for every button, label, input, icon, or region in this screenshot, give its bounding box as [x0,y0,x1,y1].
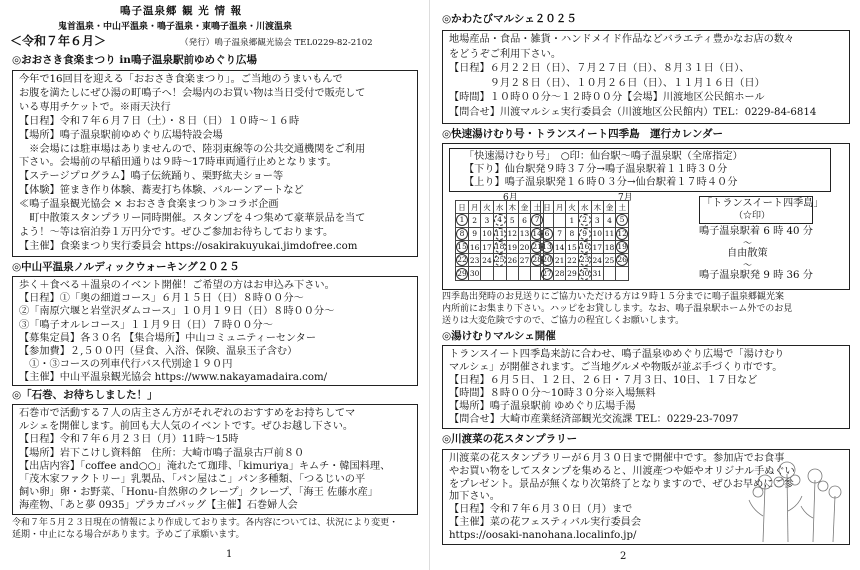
yukemuri-down: 【下り】仙台駅発９時３７分→鳴子温泉駅着１１時３０分 [464,164,728,175]
section-box-yukemuri-marche [442,345,850,429]
calendar-day: 3 [481,214,493,227]
s2-line: ③「鳴子オルレコース」１１月９日（日）７時００分～ [19,319,273,331]
s1-line: ※会場には駐車場はありませんので、陸羽東線等の公共交通機関をご利用 [19,143,366,155]
calendar-day [616,240,629,253]
calendar-day [518,267,530,280]
weekday-header: 月 [469,201,481,214]
calendar-day: 18 [603,240,615,253]
calendar-june [455,200,544,281]
shiki-marked-day: 4 [494,214,506,226]
calendar-day [578,214,591,227]
section-title-ishinomaki: ◎「石巻、お待ちしました！」 [12,389,158,401]
s1-line: いる専用チケットで。※雨天決行 [19,101,171,113]
shiki-marked-day: 18 [494,242,505,252]
section-title-nordic: ◎中山平温泉ノルディックウォーキング２０２５ [12,261,240,273]
calendar-day: 19 [506,240,518,253]
shiki-marked-day: 9 [579,228,591,240]
section-title-kawatabi: ◎かわたびマルシェ２０２５ [442,13,577,25]
calendar-day [493,254,506,267]
s4-line: をどうぞご利用下さい。 [449,48,562,60]
calendar-day [616,214,629,227]
calendar-day [456,227,469,240]
s1-line: 【体験】笹まき作り体験、蕎麦打ち体験、バルーンアートなど [19,185,304,197]
yukemuri-marked-day: 14 [532,228,542,238]
s7-line: 川渡菜の花スタンプラリーが６月３０日まで開催中です。参加店でお食事 [449,453,785,464]
calendar-day: 7 [554,227,566,240]
s5note-line: 内所前にお集まり下さい。ハッピをお貸しします。なお、鳴子温泉駅ホーム外でのお見 [442,304,793,314]
calendar-day: 11 [603,227,615,240]
s4-line: 地場産品・食品・雑貨・ハンドメイド作品などバラエティ豊かなお店の数々 [449,34,795,45]
weekday-header: 土 [531,201,544,214]
yukemuri-marked-day: 13 [542,242,552,252]
section-box-kawatabi [442,30,850,124]
s4-line: 【問合せ】川渡マルシェ実行委員会（川渡地区公民館内）TEL：0229-84-6814 [449,106,817,118]
s4-line: 【日程】６月２２日（日）、７月２７日（日）、８月３１日（日）、 [449,63,750,74]
shiki-title-box [699,196,824,224]
calendar-day: 13 [518,227,530,240]
s1-line[interactable]: 【主催】食楽まつり実行委員会 https://osakirakuyukai.jimdofree.com [19,240,358,252]
calendar-day: 23 [469,254,481,267]
s1-line: 【日程】令和７年６月７日（土）・８日（日）１０時～１６時 [19,115,300,127]
shiki-tilde-1: ～ [743,239,753,249]
shiki-arrive: 鳴子温泉駅着 6 時 40 分 [699,226,813,237]
section-title-yukemuri-marche: ◎湯けむりマルシェ開催 [442,330,556,342]
weekday-header: 火 [566,201,578,214]
shiki-title: 「トランスイート四季島」 [702,198,824,209]
calendar-day [578,240,591,253]
weekday-header: 火 [481,201,493,214]
yukemuri-marked-day: 21 [532,242,542,252]
s2-line: 【募集定員】各３０名 【集合場所】中山コミュニティーセンター [19,332,317,344]
section-box-nordic [12,276,418,386]
s5note-line: 四季島出発時のお見送りにご協力いただける方は９時１５分までに鳴子温泉郷観光案 [442,292,785,302]
s1-line: お腹を満たしにぜひ湯の町鳴子へ！会場内のお買い物は当日受付で販売して [19,87,366,99]
s7-line: 【日程】令和７年６月３０日（月）まで [449,504,633,516]
calendar-day [541,214,554,227]
s7-line: 加下さい。 [449,491,500,503]
s7-line: 【主催】菜の花フェスティバル実行委員会 [449,517,642,528]
calendar-day: 9 [469,227,481,240]
calendar-july [540,200,629,281]
section-box-calendar [442,143,850,290]
shiki-mark: （☆印） [734,211,771,221]
yukemuri-info-box [449,148,831,192]
yukemuri-marked-day: 19 [617,242,627,252]
s6-line: トランスイート四季島来訪に合わせ、鳴子温泉ゆめぐり広場で「湯けむり [449,349,785,360]
calendar-day [554,214,566,227]
s2-line: ①・③コースの列車代行バス代別途１９０円 [19,359,233,371]
shiki-marked-day: 16 [579,242,590,252]
calendar-day: 28 [554,267,566,280]
yukemuri-marked-day: 28 [532,255,542,265]
yukemuri-marked-day: 1 [456,214,468,226]
s1-line: 今年で16回目を迎える「おおさき食楽まつり」。ご当地のうまいもんで [19,74,343,85]
calendar-day: 2 [469,214,481,227]
calendar-day: 4 [603,214,615,227]
weekday-header: 金 [518,201,530,214]
weekday-header: 日 [541,201,554,214]
calendar-day [456,254,469,267]
yukemuri-title: 「快速湯けむり号」 ○印：仙台駅～鳴子温泉駅（全席指定） [464,151,743,162]
s7-line[interactable]: https://oosaki-nanohana.localinfo.jp/ [449,529,637,541]
shiki-marked-day: 30 [579,268,590,278]
calendar-day: 3 [591,214,603,227]
calendar-day [541,254,554,267]
page-number-2: 2 [620,551,627,562]
calendar-day [506,267,518,280]
yukemuri-marked-day: 20 [542,255,552,265]
page-2 [430,0,860,570]
section-title-nanohana: ◎川渡菜の花スタンプラリー [442,433,578,445]
calendar-day [493,240,506,253]
s2-line: 【日程】①「奥の細道コース」６月１５日（日）８時００分～ [19,293,304,305]
s1-line: 【ステージプログラム】鳴子伝統踊り、栗野紘夫ショー等 [19,171,284,183]
header-title: 鳴子温泉郷 観 光 情 報 [120,5,243,17]
s3-line: ルシェを開催します。前回も大人気のイベントです。ぜひお越し下さい。 [19,421,354,433]
section-box-shokuraku [12,70,418,257]
calendar-day: 10 [481,227,493,240]
shiki-depart: 鳴子温泉駅発 9 時 36 分 [699,270,813,281]
calendar-day [603,267,615,280]
s3-line: 飼い卵」卵・お野菜、「Honu-自然卵のクレープ」クレープ、「海王 佐藤水産」 [19,487,378,499]
shiki-tilde-2: ～ [743,261,753,271]
calendar-day [456,240,469,253]
s1-line: よう！～等は宿泊券１万円分です。ぜひご参加お待ちしております。 [19,226,334,238]
calendar-day: 22 [566,254,578,267]
calendar-day: 26 [506,254,518,267]
calendar-day [481,267,493,280]
june-label: 6月 [503,193,518,203]
s3-line: 石巻市で活動する７人の店主さん方がそれぞれのおすすめをお持ちしてマ [19,408,356,419]
issuer: （発行）鳴子温泉郷観光協会 TEL0229-82-2102 [180,38,373,48]
calendar-day [578,227,591,240]
yukemuri-up: 【上り】鳴子温泉駅発１６時０３分→仙台駅着１７時４０分 [464,177,738,188]
weekday-header: 水 [493,201,506,214]
section-title-calendar: ◎快速湯けむり号・トランスイート四季島 運行カレンダー [442,128,723,140]
weekday-header: 木 [506,201,518,214]
weekday-header: 金 [603,201,615,214]
s1-line: 町中散策スタンプラリー同時開催。スタンプを４つ集めて豪華景品を当て [19,213,366,224]
weekday-header: 日 [456,201,469,214]
s1-line: ≪鳴子温泉観光協会 × おおさき食楽まつり≫コラボ企画 [19,199,279,211]
shiki-marked-day: 11 [494,228,505,238]
calendar-day: 30 [469,267,481,280]
calendar-day [493,227,506,240]
s2-line: 【参加費】２,５００円（昼食、入浴、保険、温泉玉子含む） [19,346,298,357]
yukemuri-marked-day: 26 [617,255,627,265]
calendar-day [541,240,554,253]
calendar-day [578,254,591,267]
weekday-header: 木 [591,201,603,214]
shiki-marked-day: 23 [579,255,590,265]
calendar-day: 21 [554,254,566,267]
s4-line: ９月２８日（日）、１０月２６日（日）、１１月１６日（日） [449,77,765,89]
page-number-1: 1 [226,549,233,560]
calendar-day: 8 [566,227,578,240]
page-1 [0,0,428,570]
yukemuri-marked-day: 5 [616,214,628,226]
calendar-day: 27 [518,254,530,267]
july-label: 7月 [618,193,633,203]
s3-line: 「茂木家ファクトリー」乳製品、「パン屋はこ」パン多種類、「つるじいの平 [19,474,366,485]
calendar-day [541,227,554,240]
s4-line: 【時間】１０時００分～１２時００分【会場】川渡地区公民館ホール [449,92,765,103]
yukemuri-marked-day: 29 [457,268,467,278]
foot-line: 延期・中止になる場合があります。予めご了承願います。 [12,530,245,540]
s7-line: やお買い物をしてスタンプを集めると、川渡產つや姫やオリジナル手ぬぐい [449,465,795,477]
section-title-shokuraku: ◎おおさき食楽まつり in鳴子温泉駅前ゆめぐり広場 [12,54,257,66]
yukemuri-marked-day: 12 [617,228,627,238]
calendar-day: 6 [518,214,530,227]
calendar-day [616,227,629,240]
s6-line: 【日程】６月５日、１２日、２６日・７月３日、10日、１７日など [449,375,758,386]
s1-line: 下さい。会場前の早稲田通りは９時～17時車両通行止めとなります。 [19,157,337,169]
header-subtitle: 鬼首温泉・中山平温泉・鳴子温泉・東鳴子温泉・川渡温泉 [58,22,293,32]
shiki-marked-day: 25 [494,255,505,265]
s6-line: 【時間】８時００分～10時３０分※入場無料 [449,388,656,399]
yukemuri-marked-day: 6 [541,228,553,240]
s6-line: マルシェ」が開催されます。ご当地グルメや物販が並ぶ手づくり市です。 [449,362,783,373]
calendar-day: 17 [591,240,603,253]
s6-line: 【問合せ】大崎市産業経済部観光交流課 TEL：0229-23-7097 [449,414,739,425]
s2-line: 歩く＋食べる＋温泉のイベント開催！ご希望の方はお申込み下さい。 [19,280,335,291]
shiki-marked-day: 2 [579,214,591,226]
yukemuri-marked-day: 22 [457,255,467,265]
s3-line: 【場所】岩下こけし資料館 住所：大崎市鳴子温泉古戸前８０ [19,447,305,459]
s6-line: 【場所】鳴子温泉駅前 ゆめぐり広場手湯 [449,401,636,412]
yukemuri-marked-day: 27 [542,268,552,278]
yukemuri-marked-day: 15 [457,242,467,252]
shiki-free-walk: 自由散策 [727,248,768,259]
yukemuri-marked-day: 8 [456,228,468,240]
section-box-nanohana [442,449,850,545]
issue-date: ＜令和７年６月＞ [10,34,107,48]
s3-line: 【日程】令和７年６月２３日（月）11時～15時 [19,434,239,446]
calendar-day [616,254,629,267]
nanohana-flower-illustration [743,456,845,542]
yukemuri-marked-day: 7 [531,214,543,226]
calendar-day [493,214,506,227]
section-box-ishinomaki [12,404,418,515]
calendar-day: 12 [506,227,518,240]
calendar-day [616,267,629,280]
calendar-day [456,267,469,280]
calendar-day [541,267,554,280]
calendar-day: 29 [566,267,578,280]
weekday-header: 水 [578,201,591,214]
calendar-day: 24 [591,254,603,267]
calendar-day: 20 [518,240,530,253]
calendar-day [493,267,506,280]
s1-line: 【場所】鳴子温泉駅前ゆめぐり広場特設会場 [19,129,223,141]
calendar-day: 5 [506,214,518,227]
calendar-day: 10 [591,227,603,240]
calendar-day: 25 [603,254,615,267]
calendar-day: 1 [566,214,578,227]
weekday-header: 土 [616,201,629,214]
foot-line: 令和７年５月２３日現在の情報により作成しております。各内容については、状況により変更・ [12,518,399,528]
s2-line: ②「南原穴堰と岩堂沢ダムコース」１０月１９日（日）８時００分～ [19,306,335,318]
s2-line[interactable]: 【主催】中山平温泉観光協会 https://www.nakayamadaira.com/ [19,372,328,384]
weekday-header: 月 [554,201,566,214]
calendar-day: 17 [481,240,493,253]
calendar-day [578,267,591,280]
calendar-day [456,214,469,227]
calendar-day: 16 [469,240,481,253]
s7-line: をプレゼント。景品が無くなり次第終了となりますので、ぜひお早めにご参 [449,478,794,490]
s5note-line: 送りは大変危険ですので、ご協力の程宜しくお願いします。 [442,316,685,326]
calendar-day: 24 [481,254,493,267]
calendar-day: 15 [566,240,578,253]
calendar-day: 14 [554,240,566,253]
calendar-day: 31 [591,267,603,280]
s3-line: 海産物、「あと夢 0935」プラカゴバッグ【主催】石巻婦人会 [19,500,298,512]
s3-line: 【出店内容】「coffee and○○」淹れたて珈琲、「kimuriya」キムチ・韓国料理、 [19,460,391,472]
